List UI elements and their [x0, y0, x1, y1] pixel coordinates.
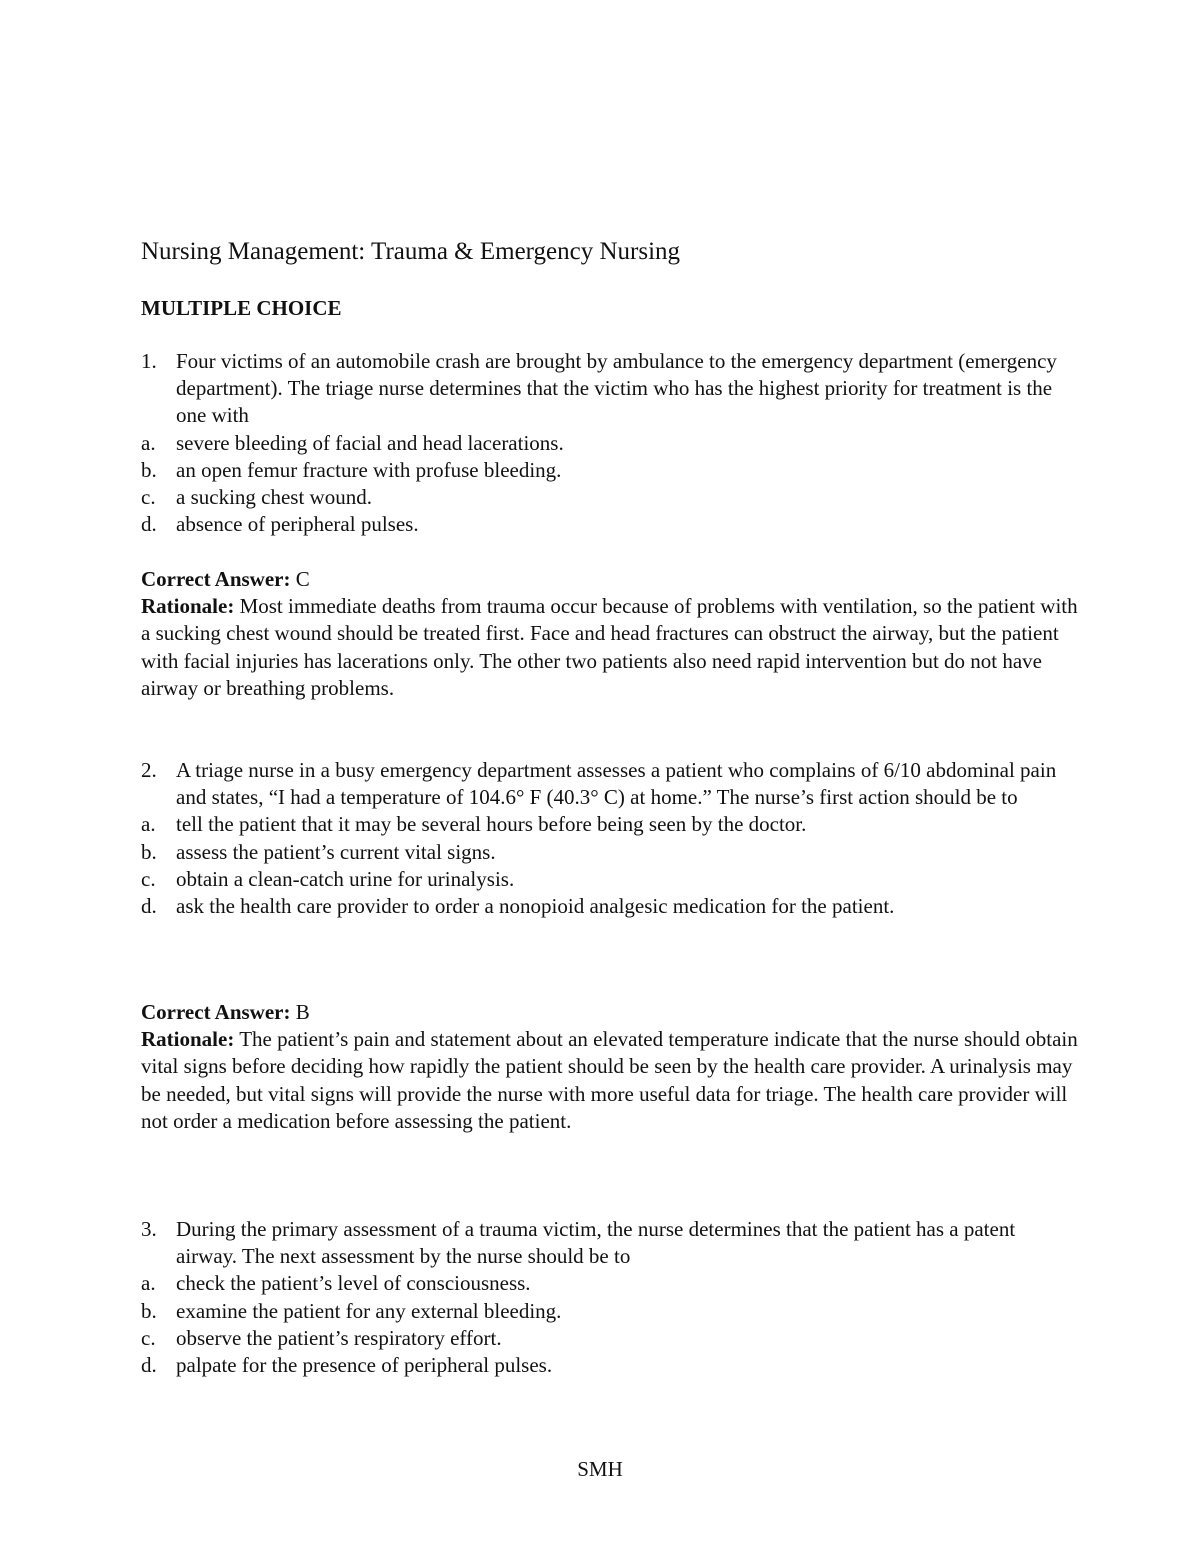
rationale	[141, 593, 1081, 702]
question-stem	[141, 757, 1081, 811]
correct-answer-label: Correct Answer:	[141, 567, 291, 591]
section-heading: MULTIPLE CHOICE	[141, 296, 342, 320]
option-b	[141, 1298, 1081, 1325]
question-3	[141, 1216, 1081, 1379]
option-d	[141, 1352, 1081, 1379]
page-title: Nursing Management: Trauma & Emergency Nursing	[141, 238, 681, 265]
rationale-label: Rationale:	[141, 1027, 235, 1052]
option-text: palpate for the presence of peripheral pulses.	[176, 1353, 553, 1378]
option-letter: d.	[141, 512, 157, 537]
option-letter: c.	[141, 485, 156, 510]
option-text: ask the health care provider to order a nonopioid analgesic medication for the patient.	[176, 894, 895, 919]
rationale-text: The patient’s pain and statement about an elevated temperature indicate that the nurse should obtain vital signs before deciding how rapidly the patient should be seen by the health care provider. A urinalysis may be needed, but vital signs will provide the nurse with more useful data for triage. The health care provider will not order a medication before assessing the patient.	[141, 1027, 1078, 1133]
option-letter: b.	[141, 457, 157, 482]
option-text: absence of peripheral pulses.	[176, 512, 419, 537]
question-1	[141, 348, 1081, 538]
rationale-text: Most immediate deaths from trauma occur because of problems with ventilation, so the patient with a sucking chest wound should be treated first. Face and head fractures can obstruct the airway, but the patient with facial injuries has lacerations only. The other two patients also need rapid intervention but do not have airway or breathing problems.	[141, 594, 1078, 700]
option-letter: d.	[141, 1353, 157, 1378]
option-letter: b.	[141, 1298, 157, 1323]
option-text: severe bleeding of facial and head lacerations.	[176, 430, 564, 455]
option-text: observe the patient’s respiratory effort.	[176, 1325, 502, 1350]
question-number: 2.	[141, 758, 157, 782]
question-text: During the primary assessment of a trauma victim, the nurse determines that the patient has a patent airway. The next assessment by the nurse should be to	[176, 1217, 1016, 1269]
correct-answer-value: B	[295, 1000, 310, 1024]
option-text: check the patient’s level of consciousness.	[176, 1271, 531, 1296]
option-a	[141, 811, 1081, 838]
option-letter: a.	[141, 1271, 156, 1296]
page-footer: SMH	[577, 1457, 623, 1481]
option-a	[141, 1270, 1081, 1297]
question-stem	[141, 1216, 1081, 1270]
option-letter: c.	[141, 1325, 156, 1350]
option-text: a sucking chest wound.	[176, 485, 372, 510]
option-text: an open femur fracture with profuse bleeding.	[176, 457, 562, 482]
question-number: 3.	[141, 1217, 157, 1241]
option-letter: a.	[141, 812, 156, 837]
option-c	[141, 1325, 1081, 1352]
option-letter: c.	[141, 866, 156, 891]
question-stem	[141, 348, 1081, 430]
option-d	[141, 893, 916, 920]
correct-answer	[141, 566, 1081, 593]
option-letter: d.	[141, 894, 157, 919]
question-text: Four victims of an automobile crash are brought by ambulance to the emergency department (emergency department). The triage nurse determines that the victim who has the highest priority for treatment is the one with	[176, 349, 1057, 428]
correct-answer	[141, 999, 1081, 1026]
answer-block-2	[141, 999, 1081, 1135]
option-c	[141, 866, 1081, 893]
rationale-label: Rationale:	[141, 594, 235, 619]
option-letter: a.	[141, 430, 156, 455]
correct-answer-value: C	[295, 567, 310, 591]
option-b	[141, 839, 1081, 866]
option-text: obtain a clean-catch urine for urinalysis.	[176, 866, 515, 891]
question-text: A triage nurse in a busy emergency department assesses a patient who complains of 6/10 abdominal pain and states, “I had a temperature of 104.6° F (40.3° C) at home.” The nurse’s first action should be to	[176, 758, 1057, 810]
option-d	[141, 511, 1081, 538]
answer-block-1	[141, 566, 1081, 702]
option-text: tell the patient that it may be several hours before being seen by the doctor.	[176, 812, 807, 837]
option-text: assess the patient’s current vital signs.	[176, 839, 496, 864]
question-number: 1.	[141, 349, 157, 373]
option-b	[141, 457, 1081, 484]
option-c	[141, 484, 1081, 511]
correct-answer-label: Correct Answer:	[141, 1000, 291, 1024]
option-a	[141, 430, 1081, 457]
question-2	[141, 757, 1081, 920]
option-letter: b.	[141, 839, 157, 864]
option-text: examine the patient for any external bleeding.	[176, 1298, 562, 1323]
rationale	[141, 1026, 1081, 1135]
